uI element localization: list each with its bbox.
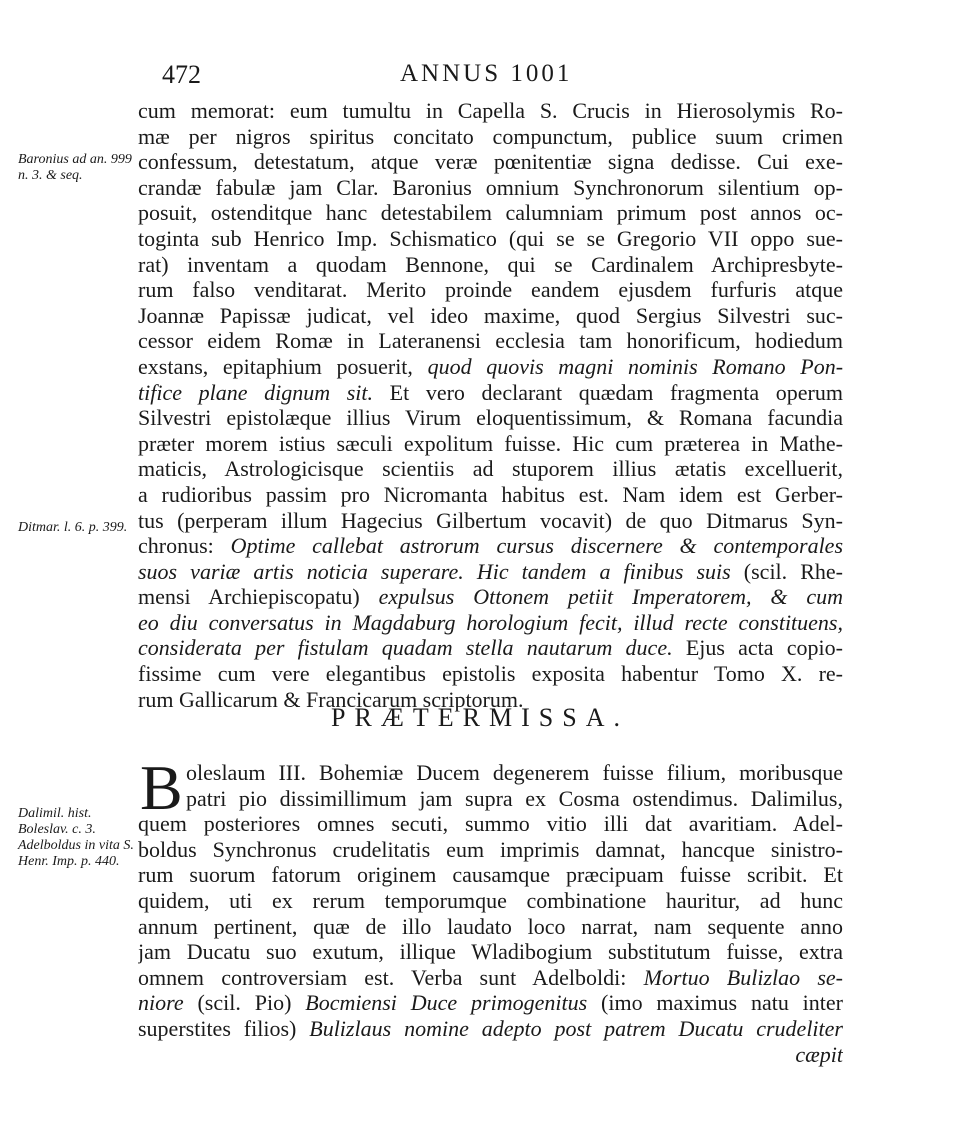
italic-run: Hic tandem a finibus suis bbox=[476, 558, 731, 584]
text-line: mæ per nigros spiritus concitato compunctum, publice suum crimen bbox=[138, 123, 843, 149]
text-line: fissime cum vere elegantibus epistolis exposita habentur Tomo X. re- bbox=[138, 661, 843, 687]
text-line bbox=[138, 965, 843, 991]
text-line: jam Ducatu suo exutum, illique Wladibogium substitutum fuisse, extra bbox=[138, 939, 843, 965]
text-line bbox=[138, 1016, 843, 1042]
text-line: boldus Synchronus crudelitatis eum imprimis damnat, hancque sinistro- bbox=[138, 836, 843, 862]
drop-cap: B bbox=[140, 752, 183, 823]
italic-run: suos variæ artis noticia superare. bbox=[138, 558, 464, 584]
text-line: toginta sub Henrico Imp. Schismatico (qui se se Gregorio VII oppo sue- bbox=[138, 225, 843, 251]
italic-run: quod quovis magni nominis Romano Pon- bbox=[427, 353, 843, 379]
text-line: quidem, uti ex rerum temporumque combinatione hauritur, ad hunc bbox=[138, 887, 843, 913]
paragraph-boleslaus bbox=[138, 752, 843, 1067]
text-run: (scil. Pio) bbox=[183, 990, 292, 1016]
text-line: Silvestri epistolæque illius Virum eloquentissimum, & Romana facundia bbox=[138, 405, 843, 431]
text-line: cessor eidem Romæ in Lateranensi ecclesia tam honorificum, hodiedum bbox=[138, 328, 843, 354]
italic-run: Bulizlaus nomine adepto post patrem Ducatu crudeliter bbox=[296, 1015, 843, 1041]
text-line bbox=[138, 990, 843, 1016]
text-line: rat) inventam a quodam Bennone, qui se Cardinalem Archipresbyte- bbox=[138, 251, 843, 277]
text-line: quem posteriores omnes secuti, summo vitio illi dat avaritiam. Adel- bbox=[138, 811, 843, 837]
text-line: cum memorat: eum tumultu in Capella S. Crucis in Hierosolymis Ro- bbox=[138, 98, 843, 123]
text-line: posuit, ostenditque hanc detestabilem calumniam primum post annos oc- bbox=[138, 200, 843, 226]
margin-note-ditmar: Ditmar. l. 6. p. 399. bbox=[18, 520, 128, 535]
italic-run: niore bbox=[138, 990, 184, 1016]
paragraph-gerbertus bbox=[138, 98, 843, 712]
text-line: oleslaum III. Bohemiæ Ducem degenerem fuisse filium, moribusque bbox=[186, 760, 843, 785]
text-line: rum suorum fatorum originem causamque præcipuam fuisse scribit. Et bbox=[138, 862, 843, 888]
catchword: cæpit bbox=[795, 1041, 843, 1067]
text-run: chronus: bbox=[138, 533, 214, 559]
text-run: (imo maximus natu inter bbox=[587, 990, 843, 1016]
page-number: 472 bbox=[162, 60, 201, 89]
text-line: maticis, Astrologicisque scientiis ad stuporem illius ætatis excelluerit, bbox=[138, 456, 843, 482]
italic-run: Bocmiensi Duce primogenitus bbox=[291, 990, 588, 1016]
text-run: omnem controversiam est. Verba sunt Adelboldi: bbox=[138, 964, 627, 990]
text-line: a rudioribus passim pro Nicromanta habitus est. Nam idem est Gerber- bbox=[138, 481, 843, 507]
italic-run: tifice plane dignum sit. bbox=[138, 379, 374, 405]
text-line: Joannæ Papissæ judicat, vel ideo maxime, quod Sergius Silvestri suc- bbox=[138, 302, 843, 328]
italic-run: Mortuo Bulizlao se- bbox=[626, 964, 843, 990]
text-line: tus (perperam illum Hagecius Gilbertum vocavit) de quo Ditmarus Syn- bbox=[138, 507, 843, 533]
text-line bbox=[138, 533, 843, 559]
italic-run: considerata per fistulam quadam stella nautarum duce. bbox=[138, 635, 673, 661]
page-header bbox=[0, 60, 960, 94]
text-run: mensi Archiepiscopatu) bbox=[138, 584, 360, 610]
text-line bbox=[138, 380, 843, 406]
text-line: confessum, detestatum, atque veræ pœnitentiæ signa dedisse. Cui exe- bbox=[138, 149, 843, 175]
text-run: superstites filios) bbox=[138, 1015, 297, 1041]
italic-run: expulsus Ottonem petiit Imperatorem, & cum bbox=[378, 584, 843, 610]
text-line: præter morem istius sæculi expolitum fuisse. Hic cum præterea in Mathe- bbox=[138, 430, 843, 456]
margin-note-dalimil: Dalimil. hist. Boleslav. c. 3. Adelboldus in vita S. Henr. Imp. p. 440. bbox=[18, 806, 134, 869]
text-line: rum Gallicarum & Francicarum scriptorum. bbox=[138, 686, 524, 712]
text-line: crandæ fabulæ jam Clar. Baronius omnium Synchronorum silentium op- bbox=[138, 174, 843, 200]
text-line: rum falso venditarat. Merito proinde eandem ejusdem furfuris atque bbox=[138, 277, 843, 303]
text-line bbox=[138, 354, 843, 380]
section-heading: PRÆTERMISSA. bbox=[331, 703, 629, 732]
text-line bbox=[138, 635, 843, 661]
italic-run: Optime callebat astrorum cursus discernere & contemporales bbox=[230, 533, 843, 559]
text-line: annum pertinent, quæ de illo laudato loco narrat, nam sequente anno bbox=[138, 913, 843, 939]
running-head: ANNUS 1001 bbox=[400, 60, 573, 87]
text-line bbox=[138, 584, 843, 610]
text-line: patri pio dissimillimum jam supra ex Cosma ostendimus. Dalimilus, bbox=[186, 785, 843, 811]
text-run: exstans, epitaphium posuerit, bbox=[138, 353, 413, 379]
text-line: eo diu conversatus in Magdaburg horologium fecit, illud recte constituens, bbox=[138, 609, 843, 635]
text-run: Et vero declarant quædam fragmenta operum bbox=[373, 379, 843, 405]
text-line bbox=[138, 559, 843, 585]
text-run: Ejus acta copio- bbox=[672, 635, 843, 661]
margin-note-baronius: Baronius ad an. 999 n. 3. & seq. bbox=[18, 152, 132, 183]
text-run: (scil. Rhe- bbox=[730, 558, 843, 584]
